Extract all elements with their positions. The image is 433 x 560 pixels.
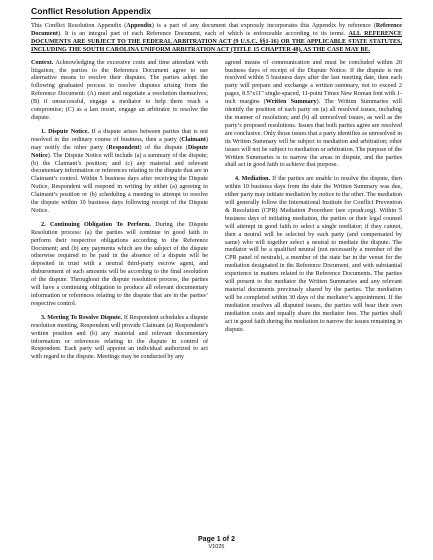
section-2-continuing-obligation (31, 222, 208, 309)
term-respondent: Respondent (108, 144, 140, 151)
intro-text-1: This Conflict Resolution Appendix ( (31, 23, 127, 29)
version-label: V1025 (208, 544, 225, 550)
section-1-text-d: ) of the dispute ( (139, 144, 188, 151)
two-column-body (31, 60, 402, 369)
section-1-text-a: If a dispute arises between parties that is not resolved in the ordinary course of business, then a party ( (31, 128, 208, 143)
intro-text-3: ). It is an integral part of each Reference Document, each of which is enforceable according to its terms. (57, 30, 349, 37)
intro-text-2: ) is a part of any document that expressly incorporates this Appendix by reference ( (151, 23, 376, 29)
section-1-dispute-notice (31, 129, 208, 216)
section-1-heading: 1. Dispute Notice. (41, 128, 89, 135)
section-4-heading: 4. Mediation. (235, 176, 271, 183)
right-column (225, 60, 402, 369)
page-footer (0, 536, 433, 550)
context-text: Acknowledging the excessive costs and time attendant with litigation, the parties to the Reference Document agree to use alternative means to resolve their disputes. The parties adopt the following graduated process to resolve disputes arising from the Reference Document: (A) meet and negotiate a resolution themselves; (B) if unsuccessful, engage a mediator to help them reach a compromise; (C) as a last resort, engage an arbitrator to resolve the dispute. (31, 59, 208, 121)
section-3-cont-text-c: ). The Written Summaries will identify the position of each party on (a) all resolved issues, including the manner of resolution; and (b) all unresolved issues, as well as the party’s proposed resolutions. Issues that both parties agree are resolved are conclusive. Only those issues that a party identifies as unresolved in its Written Summary will be subject to mediation and arbitration; other issues will not be subject to mediation or arbitration. The purpose of the Written Summaries is to narrow the areas in dispute, and the parties shall act in good faith to achieve that purpose. (225, 99, 402, 169)
section-3-continued (225, 60, 402, 171)
section-3-meeting (31, 315, 208, 362)
intro-paragraph (31, 23, 402, 55)
term-claimant: Claimant (181, 136, 206, 143)
page-title: Conflict Resolution Appendix (31, 6, 402, 19)
section-4-mediation (225, 176, 402, 334)
arbitration-act-notice: ALL REFERENCE DOCUMENTS ARE SUBJECT TO THE FEDERAL ARBITRATION ACT (9 U.S.C. §§1-16) OR THE APPLICABLE STATE STATUTES, INCLUDING THE SOUTH CAROLINA UNIFORM ARBITRATION ACT (TITLE 15 CHAPTER 48), AS THE CASE MAY BE. (31, 30, 402, 53)
section-3-heading: 3. Meeting To Resolve Dispute. (41, 314, 123, 321)
term-written-summary: Written Summary (265, 99, 317, 106)
left-column (31, 60, 208, 369)
section-2-heading: 2. Continuing Obligation To Perform. (41, 221, 151, 228)
context-heading: Context. (31, 59, 54, 66)
page-number: Page 1 of 2 (198, 536, 235, 543)
section-3-text: If Respondent schedules a dispute resolution meeting, Respondent will provide Claimant (a) Respondent’s written position and (b) any material and relevant documentary information or references relating to the dispute in control of Respondent. Each party will appoint an individual authorized to act with regard to the dispute. Meetings may be conducted by any (31, 314, 208, 361)
term-appendix: Appendix (126, 23, 152, 29)
term-dispute-notice: Dispute Notice (31, 144, 208, 159)
section-3-cont-text-a: agreed means of communication and must be concluded within 20 business days of receipt of the Dispute Notice. If the dispute is not resolved within 5 business days after the last meeting date, then each party will prepare and exchange a written summary, not to exceed 2 pages, 8.5"x11" single-spaced, 11-point Times New Roman font with 1-inch margins ( (225, 59, 402, 106)
context-paragraph (31, 60, 208, 123)
section-1-text-e: ). The Dispute Notice will include (a) a summary of the dispute; (b) the Claimant’s position; and (c) any material and relevant documentary information or references relating to the dispute that are in Claimant’s control. Within 5 business days after receiving the Dispute Notice, Respondent will respond in writing by either (a) agreeing to Claimant’s position or (b) scheduling a meeting to attempt to resolve the dispute within 10 business days following receipt of the Dispute Notice. (31, 152, 208, 214)
section-1-text-c: ) may notify the other party ( (31, 136, 208, 151)
section-2-text: During the Dispute Resolution process: (a) the parties will continue in good faith to perform their respective obligations according to the Reference Document; and (b) any payments which are the subject of the dispute otherwise required to be paid in the absence of a dispute will be deposited in trust with a neutral third-party escrow agent, and disbursement of such amounts will be according to the final resolution of the dispute. Throughout the dispute resolution process, the parties will have a continuing obligation to produce all relevant documentary information or references relating to the dispute that are in the parties’ respective control. (31, 221, 209, 307)
section-4-text: If the parties are unable to resolve the dispute, then within 10 business days from the date the Written Summary was due, either party may initiate mediation by notice to the other. The mediation will generally follow the International Institute for Conflict Prevention & Resolution (CPR) Mediation Procedure (see cpradr.org). Within 5 business days of initiating mediation, the parties or their legal counsel will attempt in good faith to select a single mediator; if they cannot, then a neutral will be selected by each party (and compensated by same) who will together select a neutral to mediate the dispute. The mediator will be a qualified neutral (not necessarily a member of the CPR panel of neutrals), a member of the state bar in the venue for the mediation designated in the Reference Document, and with substantial experience in matters related to the Reference Documents. The parties will present to the mediator the Written Summaries and any relevant material documents previously shared by the parties. The mediation will be completed within 30 days of the mediator’s appointment. If the mediation resolves all disputed issues, the parties will bear their own mediation costs and equally share the mediator fees. The parties shall act in good faith during the mediation to narrow the issues remaining in dispute. (225, 176, 402, 333)
term-reference-document: Reference Document (31, 23, 403, 37)
